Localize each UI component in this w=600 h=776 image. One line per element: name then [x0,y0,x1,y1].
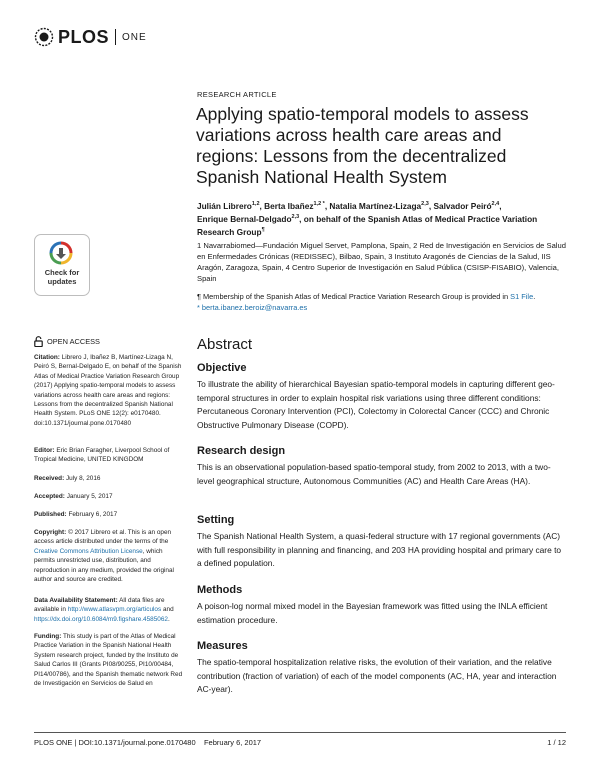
cc-license-link[interactable]: Creative Commons Attribution License [34,547,143,555]
atlasvpm-link[interactable]: http://www.atlasvpm.org/articulos [67,606,162,614]
membership-period: . [533,292,536,301]
author-1-affil: 1,2 [251,201,260,207]
received [34,474,184,483]
author-5-affil: 2,3 [291,213,300,220]
research-group: , on behalf of the Spanish Atlas of Medical Practice Variation Research Group [197,213,538,237]
abstract-heading: Abstract [197,336,253,353]
author-1[interactable]: Julián Librero [197,200,252,211]
article-type: RESEARCH ARTICLE [197,90,277,99]
accepted-label: Accepted: [34,493,65,500]
funding-text: This study is part of the Atlas of Medical Practice Variation in the Spanish National Health System research project, funded by the Instituto de Salud Carlos III (Grants PI08/90255, PI10/00484, PI14/00786), and the Spanish thematic network Red de Investigación en Servicios de Salud en [34,633,183,688]
accepted [34,492,184,501]
page-number: 1 / 12 [547,738,566,747]
author-4-affil: 2,4 [491,201,500,207]
author-list [197,199,567,237]
measures-text: The spatio-temporal hospitalization relative risks, the evolution of their variation, and the relative contribution (fraction of variation) of each of the model components (AC, HA, year and interaction AC-year). [197,657,557,694]
funding [34,632,184,688]
plos-one-logo [34,26,147,48]
check-for-updates-badge[interactable] [34,234,90,296]
objective-text: To illustrate the ability of hierarchical Bayesian spatio-temporal models in capturing different geo-temporal structures in order to explain hospital risk variations using three different conditions: Percutaneous Coronary Intervention (PCI), Colectomy in Colorectal Cancer (CCC) and Chronic Obstructive Pulmonary Disease (COPD). [197,379,555,430]
article-title: Applying spatio-temporal models to assess variations across health care areas and regions: Lessons from the decentralized Spanish National Health System [196,104,529,187]
editor-text: Eric Brian Faragher, Liverpool School of Tropical Medicine, UNITED KINGDOM [34,447,170,464]
objective-heading: Objective [197,362,247,374]
copyright-text-end: , which permits unrestricted use, distribution, and reproduction in any medium, provided the original author and source are credited. [34,547,174,584]
citation-text: Librero J, Ibañez B, Martínez-Lizaga N, Peiró S, Bernal-Delgado E, on behalf of the Spanish Atlas of Medical Practice Variation Research Group (2017) Applying spatio-temporal models to assess variations across health care areas and regions: Lessons from the decentralized Spanish National Health System. PLoS ONE 12(2): e0170480. doi:10.1371/journal.pone.0170480 [34,354,182,427]
open-access-label: OPEN ACCESS [47,337,100,346]
check-for-label: Check for [44,268,80,277]
journal-name: ONE [122,31,147,43]
copyright-label: Copyright: [34,529,67,536]
data-availability-label: Data Availability Statement: [34,597,118,604]
editor [34,446,184,465]
measures-heading: Measures [197,640,248,652]
published-date: February 6, 2017 [68,511,118,518]
footer-divider [34,732,566,733]
updates-label: updates [47,277,77,286]
data-availability-end: . [167,615,170,623]
copyright-text: © 2017 Librero et al. This is an open access article distributed under the terms of the [34,529,172,546]
s1-file-link[interactable]: S1 File [510,292,534,301]
data-availability-and: and [161,606,174,614]
setting-text: The Spanish National Health System, a quasi-federal structure with 17 regional governments (AC) with full responsibility in planning and financing, and 203 HA providing hospital and primary care to a defined population. [197,531,562,568]
author-2[interactable]: , Berta Ibañez [259,200,314,211]
data-availability [34,596,184,624]
plos-logo-icon [34,27,54,47]
accepted-date: January 5, 2017 [66,493,113,500]
affiliations: 1 Navarrabiomed—Fundación Miguel Servet, Pamplona, Spain, 2 Red de Investigación en Servicios de Salud en Enfermedades Crónicas (REDISSEC), Bilbao, Spain, 3 Instituto Aragonés de Ciencias de la Salud, IIS Aragón, Zaragoza, Spain, 4 Centro Superior de Investigación en Salud Pública (CSISP-FISABIO), Valencia, Spain [197,241,566,283]
check-for-updates-icon [49,241,73,265]
data-availability-text: All data files are available in [34,597,165,614]
funding-label: Funding: [34,633,62,640]
published-label: Published: [34,511,67,518]
corresponding-email[interactable]: * berta.ibanez.beroiz@navarra.es [197,303,308,312]
methods-heading: Methods [197,584,243,596]
author-4[interactable]: , Salvador Peiró [428,200,492,211]
citation [34,353,184,428]
editor-label: Editor: [34,447,55,454]
research-group-mark: ¶ [261,226,265,233]
brand-name: PLOS [58,26,110,47]
open-lock-icon [34,336,43,347]
received-date: July 8, 2016 [65,475,101,482]
citation-label: Citation: [34,354,60,361]
received-label: Received: [34,475,65,482]
membership-note [197,292,567,302]
copyright [34,528,184,584]
design-text: This is an observational population-based spatio-temporal study, from 2002 to 2013, with a two-level geographical structure, Autonomous Communities (AC) and Health Care Areas (HA). [197,462,551,486]
setting-heading: Setting [197,514,235,526]
published [34,510,184,519]
author-5[interactable]: Enrique Bernal-Delgado [197,213,292,224]
logo-divider [115,29,116,45]
author-comma: , [499,200,502,211]
author-3[interactable]: , Natalia Martínez-Lizaga [324,200,422,211]
methods-text: A poison-log normal mixed model in the Bayesian framework was fitted using the INLA efficient estimation procedure. [197,601,548,625]
open-access [34,336,100,347]
figshare-link[interactable]: https://dx.doi.org/10.6084/m9.figshare.4585062 [34,615,168,623]
design-heading: Research design [197,445,286,457]
membership-text: ¶ Membership of the Spanish Atlas of Medical Practice Variation Research Group is provided in [197,292,511,301]
author-2-affil: 1,2 * [313,201,325,207]
author-3-affil: 2,3 [421,201,429,207]
footer-citation: PLOS ONE | DOI:10.1371/journal.pone.0170480 February 6, 2017 [34,738,262,747]
